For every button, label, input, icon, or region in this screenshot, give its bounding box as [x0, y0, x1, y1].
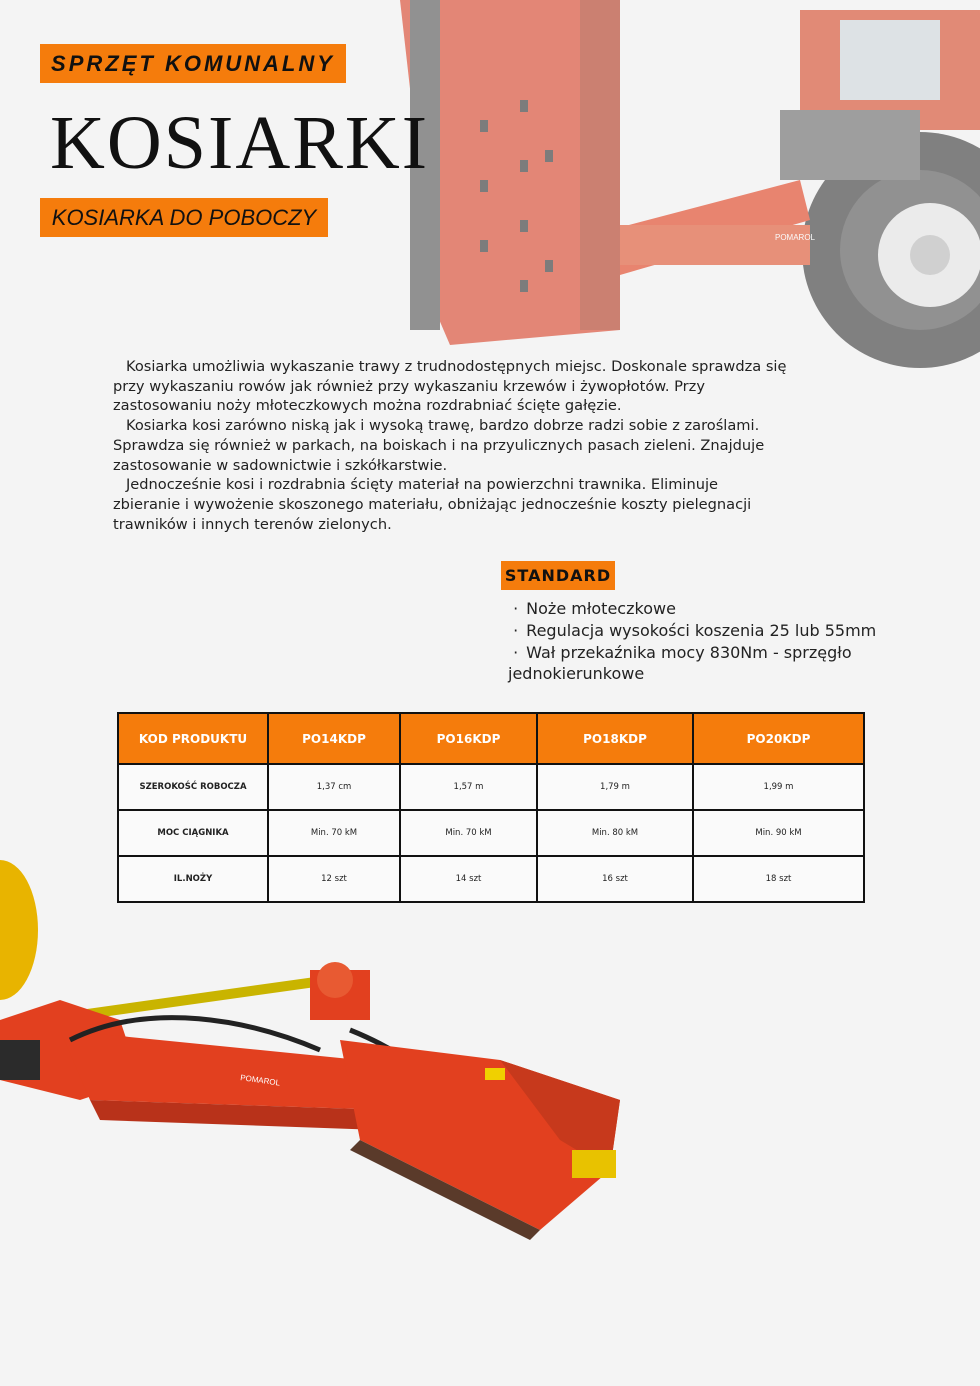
table-header-cell: KOD PRODUKTU [118, 713, 268, 764]
table-header-cell: PO14KDP [268, 713, 400, 764]
standard-features-list [508, 598, 878, 685]
table-cell: Min. 90 kM [693, 810, 864, 856]
mower-machine-image [0, 850, 640, 1240]
table-header-cell: PO16KDP [400, 713, 537, 764]
svg-text:POMAROL: POMAROL [239, 1073, 281, 1088]
category-badge: SPRZĘT KOMUNALNY [40, 44, 346, 83]
description-paragraph: Kosiarka umożliwia wykaszanie trawy z trudnodostępnych miejsc. Doskonale sprawdza się przy wykaszaniu rowów jak również przy wykaszaniu krzewów i żywopłotów. Przy zastosowaniu noży młoteczkowych można rozdrabniać ścięte gałęzie. [113, 358, 787, 415]
table-cell: 1,99 m [693, 764, 864, 810]
description-paragraph: Kosiarka kosi zarówno niską jak i wysoką trawę, bardzo dobrze radzi sobie z zaroślami. Sprawdza się również w parkach, na boiskach i na przyulicznych pasach zieleni. Znajduje zastosowanie w sadownictwie i szkółkarstwie. [113, 417, 765, 474]
description-paragraph: Jednocześnie kosi i rozdrabnia ścięty materiał na powierzchni trawnika. Eliminuje zbieranie i wywożenie skoszonego materiału, obniżając jednocześnie koszty pielegnacji trawników i innych terenów zielonych. [113, 476, 752, 533]
table-row-label: IL.NOŻY [118, 856, 268, 902]
table-cell: 12 szt [268, 856, 400, 902]
table-cell: 18 szt [693, 856, 864, 902]
subtitle-badge: KOSIARKA DO POBOCZY [40, 198, 328, 237]
table-row-label: SZEROKOŚĆ ROBOCZA [118, 764, 268, 810]
table-cell: 16 szt [537, 856, 693, 902]
table-cell: Min. 70 kM [268, 810, 400, 856]
description [113, 357, 788, 534]
table-row-label: MOC CIĄGNIKA [118, 810, 268, 856]
table-cell: Min. 70 kM [400, 810, 537, 856]
table-cell: 1,37 cm [268, 764, 400, 810]
tractor-mower-image [380, 0, 980, 370]
list-item: · Regulacja wysokości koszenia 25 lub 55mm [508, 620, 877, 640]
table-cell: 1,79 m [537, 764, 693, 810]
table-cell: 14 szt [400, 856, 537, 902]
svg-text:POMAROL: POMAROL [775, 233, 816, 242]
table-cell: Min. 80 kM [537, 810, 693, 856]
table-header-cell: PO18KDP [537, 713, 693, 764]
table-row [118, 764, 864, 810]
list-item: · Wał przekaźnika mocy 830Nm - sprzęgło jednokierunkowe [508, 642, 852, 684]
table-header-cell: PO20KDP [693, 713, 864, 764]
table-cell: 1,57 m [400, 764, 537, 810]
standard-badge: STANDARD [501, 561, 615, 590]
list-item: · Noże młoteczkowe [508, 599, 676, 618]
page-title: KOSIARKI [50, 101, 430, 185]
table-header-row [118, 713, 864, 764]
